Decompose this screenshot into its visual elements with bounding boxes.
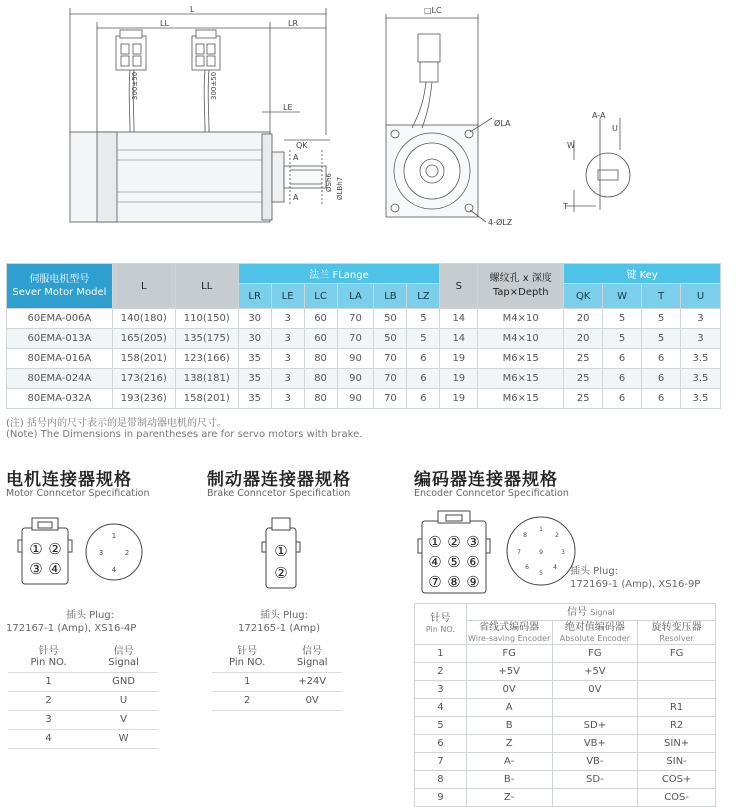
spec-table-cell: 35 bbox=[238, 369, 271, 389]
header-model-en: Sever Motor Model bbox=[12, 287, 107, 298]
spec-table-cell: 6 bbox=[642, 369, 681, 389]
brake-plug-model: 172165-1 (Amp) bbox=[238, 623, 321, 634]
enc-round-pin-9: 9 bbox=[539, 549, 543, 556]
motor-pin-row bbox=[8, 691, 158, 710]
enc-h-sig-cn: 信号 bbox=[567, 606, 588, 618]
spec-table-cell: 60 bbox=[304, 309, 337, 329]
header-LC: LC bbox=[304, 284, 337, 309]
motor-pin-3: ③ bbox=[29, 560, 43, 578]
brake-h-sig-cn: 信号 bbox=[302, 645, 323, 657]
brake-pin-row bbox=[212, 672, 342, 691]
spec-table-cell: 35 bbox=[238, 349, 271, 369]
header-T: T bbox=[642, 284, 681, 309]
spec-table-cell: 3 bbox=[271, 349, 304, 369]
enc-h-pin-cn: 针号 bbox=[430, 613, 451, 624]
encoder-pin-cell: SD+ bbox=[552, 717, 638, 735]
spec-table-cell: M4×10 bbox=[478, 329, 564, 349]
motor-round-pin-1: 1 bbox=[111, 532, 117, 540]
motor-pin-cell: 1 bbox=[8, 672, 89, 691]
dim-L: L bbox=[190, 5, 195, 14]
brake-pin-table bbox=[212, 642, 342, 711]
spec-table-cell: 6 bbox=[603, 389, 642, 409]
encoder-pin-1: ① bbox=[428, 533, 442, 551]
motor-pin-cell: W bbox=[89, 729, 158, 748]
motor-h-pin-cn: 针号 bbox=[38, 645, 59, 657]
dim-LR: LR bbox=[288, 19, 299, 28]
encoder-pin-cell: FG bbox=[552, 645, 638, 663]
encoder-pin-cell: FG bbox=[638, 645, 716, 663]
spec-table-cell: 158(201) bbox=[112, 349, 175, 369]
section-a-top: A bbox=[293, 153, 299, 162]
spec-table-cell: 60 bbox=[304, 329, 337, 349]
spec-table-cell: 140(180) bbox=[112, 309, 175, 329]
spec-table-cell: 80EMA-032A bbox=[7, 389, 113, 409]
enc-round-pin-3: 3 bbox=[561, 549, 565, 556]
header-key: 键 Key bbox=[564, 264, 721, 284]
motor-pin-cell: U bbox=[89, 691, 158, 710]
spec-table-cell: 19 bbox=[440, 349, 478, 369]
spec-table-cell: M6×15 bbox=[478, 349, 564, 369]
spec-table-cell: 60EMA-013A bbox=[7, 329, 113, 349]
motor-pin-cell: 4 bbox=[8, 729, 89, 748]
encoder-connector-subtitle: Encoder Conncetor Specification bbox=[414, 488, 569, 499]
encoder-pin-cell: R2 bbox=[638, 717, 716, 735]
brake-h-sig-en: Signal bbox=[296, 656, 328, 668]
motor-pin-cell: GND bbox=[89, 672, 158, 691]
motor-connector-subtitle: Motor Conncetor Specification bbox=[6, 488, 150, 499]
encoder-pin-cell: 5 bbox=[415, 717, 467, 735]
encoder-pin-cell: +5V bbox=[552, 663, 638, 681]
spec-table-cell: 80EMA-024A bbox=[7, 369, 113, 389]
spec-table-cell: 60EMA-006A bbox=[7, 309, 113, 329]
encoder-pin-3: ③ bbox=[466, 533, 480, 551]
motor-round-pin-3: 3 bbox=[98, 549, 104, 557]
header-U: U bbox=[680, 284, 720, 309]
encoder-pin-7: ⑦ bbox=[428, 573, 442, 591]
encoder-pin-9: ⑨ bbox=[466, 573, 480, 591]
header-L: L bbox=[112, 264, 175, 309]
header-LL: LL bbox=[175, 264, 238, 309]
spec-table-cell: 3 bbox=[680, 309, 720, 329]
spec-table-cell: 123(166) bbox=[175, 349, 238, 369]
spec-table-row bbox=[7, 329, 721, 349]
spec-table-cell: M4×10 bbox=[478, 309, 564, 329]
header-S: S bbox=[440, 264, 478, 309]
encoder-pin-row bbox=[415, 681, 716, 699]
spec-table-cell: 19 bbox=[440, 369, 478, 389]
motor-pin-table bbox=[8, 642, 158, 749]
encoder-pin-cell: 9 bbox=[415, 789, 467, 807]
brake-connector-title: 制动器连接器规格 bbox=[207, 470, 351, 490]
brake-plug-label: 插头 Plug: bbox=[259, 610, 309, 621]
spec-table-cell: 25 bbox=[564, 389, 603, 409]
encoder-pin-cell: COS- bbox=[638, 789, 716, 807]
encoder-pin-cell: B bbox=[466, 717, 552, 735]
spec-table-cell: 70 bbox=[374, 369, 407, 389]
encoder-pin-2: ② bbox=[447, 533, 461, 551]
spec-table-cell: 70 bbox=[337, 309, 374, 329]
spec-table-cell: 135(175) bbox=[175, 329, 238, 349]
spec-table-cell: 90 bbox=[337, 389, 374, 409]
spec-table-cell: 6 bbox=[407, 349, 440, 369]
encoder-pin-5: ⑤ bbox=[447, 553, 461, 571]
dim-LA: ØLA bbox=[494, 119, 511, 128]
header-W: W bbox=[603, 284, 642, 309]
enc-h-pin-en: Pin NO. bbox=[425, 625, 455, 634]
spec-table-cell: 20 bbox=[564, 309, 603, 329]
spec-table-cell: 90 bbox=[337, 369, 374, 389]
spec-table-cell: 80 bbox=[304, 369, 337, 389]
encoder-pin-cell: 1 bbox=[415, 645, 467, 663]
encoder-pin-cell bbox=[638, 663, 716, 681]
spec-table-cell: 3 bbox=[271, 309, 304, 329]
encoder-pin-cell: 2 bbox=[415, 663, 467, 681]
note-en: (Note) The Dimensions in parentheses are for servo motors with brake. bbox=[6, 429, 363, 440]
spec-table-cell: 19 bbox=[440, 389, 478, 409]
dim-S: ØSh6 bbox=[325, 173, 333, 192]
encoder-pin-cell: A- bbox=[466, 753, 552, 771]
motor-plug-label: 插头 Plug: bbox=[65, 610, 115, 621]
header-tap bbox=[478, 264, 564, 309]
encoder-pin-6: ⑥ bbox=[466, 553, 480, 571]
enc-h-res-en: Resolver bbox=[659, 633, 694, 643]
brake-pin-cell: 1 bbox=[212, 672, 282, 691]
dim-holes: 4-ØLZ bbox=[488, 218, 513, 227]
spec-table-cell: 5 bbox=[642, 329, 681, 349]
enc-round-pin-5: 5 bbox=[539, 570, 543, 577]
encoder-pin-cell: 0V bbox=[466, 681, 552, 699]
spec-table-cell: 6 bbox=[642, 389, 681, 409]
motor-connector-title: 电机连接器规格 bbox=[6, 470, 132, 490]
encoder-pin-cell: 0V bbox=[552, 681, 638, 699]
header-tap-en: Tap×Depth bbox=[492, 287, 549, 298]
dim-T: T bbox=[563, 202, 568, 211]
spec-table-cell: 70 bbox=[374, 349, 407, 369]
section-a-bottom: A bbox=[293, 193, 299, 202]
spec-table-cell: M6×15 bbox=[478, 369, 564, 389]
spec-table-cell: 90 bbox=[337, 349, 374, 369]
encoder-pin-row bbox=[415, 645, 716, 663]
spec-table-cell: 110(150) bbox=[175, 309, 238, 329]
enc-h-abs-cn: 绝对值编码器 bbox=[564, 621, 625, 633]
encoder-pin-row bbox=[415, 717, 716, 735]
spec-table-cell: 20 bbox=[564, 329, 603, 349]
motor-spec-table bbox=[6, 263, 721, 409]
spec-table-cell: 80EMA-016A bbox=[7, 349, 113, 369]
enc-h-res-cn: 旋转变压器 bbox=[651, 621, 702, 633]
spec-table-row bbox=[7, 309, 721, 329]
dim-LC: □LC bbox=[424, 6, 442, 15]
dim-U: U bbox=[612, 124, 618, 133]
spec-table-cell: 5 bbox=[407, 309, 440, 329]
encoder-pin-cell: VB+ bbox=[552, 735, 638, 753]
header-LB: LB bbox=[374, 284, 407, 309]
encoder-pin-row bbox=[415, 753, 716, 771]
spec-table-cell: 70 bbox=[337, 329, 374, 349]
spec-table-cell: 173(216) bbox=[112, 369, 175, 389]
encoder-pin-row bbox=[415, 699, 716, 717]
spec-table-cell: 3 bbox=[680, 329, 720, 349]
enc-h-wire-cn: 省线式编码器 bbox=[479, 621, 540, 633]
spec-table-cell: 80 bbox=[304, 389, 337, 409]
header-LE: LE bbox=[271, 284, 304, 309]
spec-table-cell: 30 bbox=[238, 329, 271, 349]
spec-table-row bbox=[7, 369, 721, 389]
brake-pin-cell: 0V bbox=[282, 691, 342, 710]
motor-h-sig-en: Signal bbox=[108, 656, 139, 668]
spec-table-cell: 193(236) bbox=[112, 389, 175, 409]
dim-W: W bbox=[567, 141, 575, 150]
motor-h-pin-en: Pin NO. bbox=[30, 656, 67, 668]
spec-table-cell: 3 bbox=[271, 369, 304, 389]
spec-table-cell: 6 bbox=[642, 349, 681, 369]
header-QK: QK bbox=[564, 284, 603, 309]
spec-table-cell: 6 bbox=[603, 349, 642, 369]
encoder-pin-cell: 6 bbox=[415, 735, 467, 753]
spec-table-cell: 3 bbox=[271, 389, 304, 409]
encoder-pin-cell bbox=[638, 681, 716, 699]
header-model bbox=[7, 264, 113, 309]
spec-table-cell: 5 bbox=[642, 309, 681, 329]
encoder-pin-cell: SIN+ bbox=[638, 735, 716, 753]
spec-table-cell: 3.5 bbox=[680, 349, 720, 369]
encoder-pin-row bbox=[415, 735, 716, 753]
brake-connector-subtitle: Brake Conncetor Specification bbox=[207, 488, 351, 499]
enc-round-pin-2: 2 bbox=[555, 532, 559, 539]
spec-table-cell: 5 bbox=[603, 329, 642, 349]
encoder-pin-cell: 3 bbox=[415, 681, 467, 699]
motor-drawing bbox=[0, 0, 755, 258]
encoder-pin-cell: 8 bbox=[415, 771, 467, 789]
spec-table-cell: 50 bbox=[374, 309, 407, 329]
motor-pin-cell: V bbox=[89, 710, 158, 729]
encoder-plug-model: 172169-1 (Amp), XS16-9P bbox=[570, 579, 701, 590]
spec-table-cell: 3.5 bbox=[680, 389, 720, 409]
brake-pin-2: ② bbox=[274, 564, 288, 582]
enc-round-pin-7: 7 bbox=[517, 549, 521, 556]
encoder-connector-title: 编码器连接器规格 bbox=[414, 470, 558, 490]
brake-connector-diagram bbox=[258, 512, 308, 592]
enc-h-sig-en: Signal bbox=[590, 607, 615, 617]
brake-pin-cell: 2 bbox=[212, 691, 282, 710]
enc-round-pin-4: 4 bbox=[553, 564, 557, 571]
header-tap-cn: 螺纹孔 x 深度 bbox=[489, 273, 552, 284]
encoder-pin-cell: 7 bbox=[415, 753, 467, 771]
encoder-pin-cell: SD- bbox=[552, 771, 638, 789]
encoder-pin-cell: Z- bbox=[466, 789, 552, 807]
dim-LB: ØLBh7 bbox=[336, 176, 344, 200]
motor-h-sig-cn: 信号 bbox=[113, 645, 134, 657]
encoder-pin-cell: R1 bbox=[638, 699, 716, 717]
encoder-pin-row bbox=[415, 771, 716, 789]
spec-table-cell: M6×15 bbox=[478, 389, 564, 409]
spec-table-cell: 165(205) bbox=[112, 329, 175, 349]
encoder-pin-cell bbox=[552, 699, 638, 717]
dim-LE: LE bbox=[283, 103, 293, 112]
encoder-pin-cell: COS+ bbox=[638, 771, 716, 789]
header-LZ: LZ bbox=[407, 284, 440, 309]
dim-LL: LL bbox=[160, 19, 169, 28]
spec-table-cell: 25 bbox=[564, 349, 603, 369]
motor-pin-4: ④ bbox=[48, 560, 62, 578]
spec-table-cell: 5 bbox=[407, 329, 440, 349]
encoder-pin-cell: A bbox=[466, 699, 552, 717]
spec-table-cell: 6 bbox=[603, 369, 642, 389]
note-cn: (注) 括号内的尺寸表示的是带制动器电机的尺寸。 bbox=[6, 418, 227, 429]
spec-table-cell: 6 bbox=[407, 369, 440, 389]
enc-round-pin-6: 6 bbox=[525, 564, 529, 571]
encoder-pin-cell: B- bbox=[466, 771, 552, 789]
header-LR: LR bbox=[238, 284, 271, 309]
section-aa-label: A-A bbox=[592, 111, 606, 120]
encoder-pin-cell: SIN- bbox=[638, 753, 716, 771]
brake-pin-1: ① bbox=[274, 542, 288, 560]
encoder-pin-4: ④ bbox=[428, 553, 442, 571]
enc-round-pin-1: 1 bbox=[539, 526, 543, 533]
motor-pin-cell: 2 bbox=[8, 691, 89, 710]
enc-h-wire-en: Wire-saving Encoder bbox=[467, 633, 551, 643]
brake-h-pin-cn: 针号 bbox=[237, 645, 258, 657]
brake-pin-cell: +24V bbox=[282, 672, 342, 691]
encoder-pin-8: ⑧ bbox=[447, 573, 461, 591]
motor-round-pin-4: 4 bbox=[111, 566, 117, 574]
spec-table-cell: 50 bbox=[374, 329, 407, 349]
motor-plug-model: 172167-1 (Amp), XS16-4P bbox=[6, 623, 137, 634]
encoder-pin-cell: +5V bbox=[466, 663, 552, 681]
motor-pin-row bbox=[8, 729, 158, 748]
spec-table-cell: 158(201) bbox=[175, 389, 238, 409]
encoder-connector-diagram bbox=[414, 505, 594, 597]
spec-table-cell: 3.5 bbox=[680, 369, 720, 389]
encoder-pin-cell bbox=[552, 789, 638, 807]
motor-pin-2: ② bbox=[48, 540, 62, 558]
encoder-pin-cell: Z bbox=[466, 735, 552, 753]
spec-table-row bbox=[7, 349, 721, 369]
spec-table-cell: 35 bbox=[238, 389, 271, 409]
header-flange: 法兰 FLange bbox=[238, 264, 440, 284]
spec-table-cell: 80 bbox=[304, 349, 337, 369]
encoder-pin-table bbox=[414, 603, 716, 807]
motor-round-pin-2: 2 bbox=[124, 549, 130, 557]
motor-pin-row bbox=[8, 710, 158, 729]
lead-length-2: 300±50 bbox=[210, 71, 218, 100]
lead-length-1: 300±50 bbox=[131, 71, 139, 100]
header-model-cn: 伺服电机型号 bbox=[29, 274, 90, 285]
enc-h-abs-en: Absolute Encoder bbox=[559, 633, 630, 643]
spec-table-row bbox=[7, 389, 721, 409]
encoder-pin-cell: 4 bbox=[415, 699, 467, 717]
brake-h-pin-en: Pin NO. bbox=[229, 656, 266, 668]
spec-table-cell: 3 bbox=[271, 329, 304, 349]
encoder-plug-label: 插头 Plug: bbox=[570, 566, 619, 577]
spec-table-cell: 14 bbox=[440, 329, 478, 349]
enc-round-pin-8: 8 bbox=[523, 532, 527, 539]
spec-table-cell: 25 bbox=[564, 369, 603, 389]
motor-pin-row bbox=[8, 672, 158, 691]
spec-table-cell: 30 bbox=[238, 309, 271, 329]
motor-pin-1: ① bbox=[29, 540, 43, 558]
spec-table-cell: 138(181) bbox=[175, 369, 238, 389]
encoder-pin-cell: FG bbox=[466, 645, 552, 663]
encoder-pin-row bbox=[415, 663, 716, 681]
motor-pin-cell: 3 bbox=[8, 710, 89, 729]
encoder-pin-cell: VB- bbox=[552, 753, 638, 771]
dim-QK: QK bbox=[296, 141, 308, 150]
spec-table-cell: 14 bbox=[440, 309, 478, 329]
brake-pin-row bbox=[212, 691, 342, 710]
spec-table-cell: 6 bbox=[407, 389, 440, 409]
motor-connector-diagram bbox=[14, 510, 154, 600]
header-LA: LA bbox=[337, 284, 374, 309]
spec-table-cell: 70 bbox=[374, 389, 407, 409]
encoder-pin-row bbox=[415, 789, 716, 807]
spec-table-cell: 5 bbox=[603, 309, 642, 329]
